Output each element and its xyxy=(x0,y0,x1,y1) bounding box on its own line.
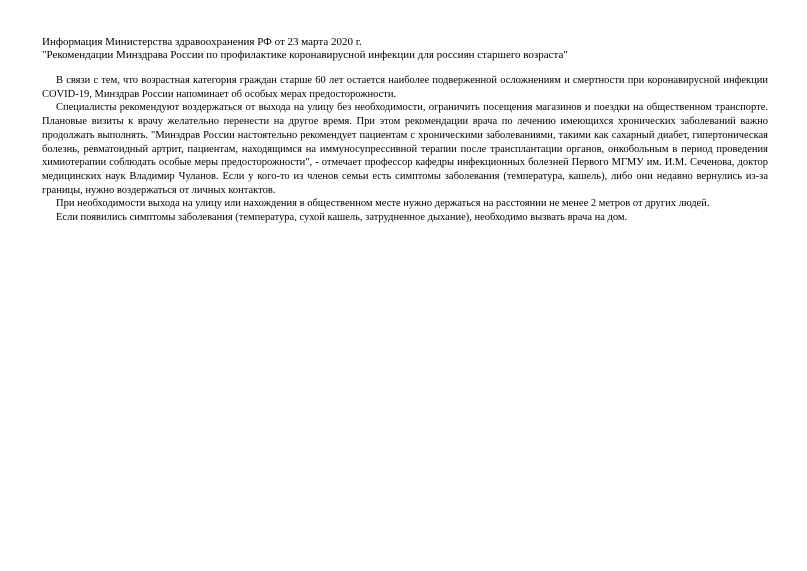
paragraph: Если появились симптомы заболевания (температура, сухой кашель, затрудненное дыхание), необходимо вызвать врача на дом. xyxy=(56,212,628,224)
document-subtitle: "Рекомендации Минздрава России по профилактике коронавирусной инфекции для россиян старшего возраста" xyxy=(42,49,568,61)
document-body xyxy=(42,74,768,225)
paragraph: Специалисты рекомендуют воздержаться от выхода на улицу без необходимости, ограничить посещения магазинов и поездки на общественном транспорте. Плановые визиты к врачу желательно перенести на другое время. При этом рекомендации врача по лечению имеющихся хронических заболеваний важно продолжать выполнять. "Минздрав России настоятельно рекомендует пациентам с хроническими заболеваниями, такими как сахарный диабет, гипертоническая болезнь, ревматоидный артрит, пациентам, находящимся на иммуносупрессивной терапии после трансплантации органов, онкобольным в период проведения химиотерапии соблюдать особые меры предосторожности", - отмечает профессор кафедры инфекционных болезней Первого МГМУ им. И.М. Сеченова, доктор медицинских наук Владимир Чуланов. Если у кого-то из членов семьи есть симптомы заболевания (температура, кашель), либо они недавно вернулись из-за границы, нужно воздержаться от личных контактов. xyxy=(42,102,768,196)
document-header xyxy=(42,36,762,62)
paragraph: При необходимости выхода на улицу или нахождения в общественном месте нужно держаться на расстоянии не менее 2 метров от других людей. xyxy=(56,198,710,210)
paragraph: В связи с тем, что возрастная категория граждан старше 60 лет остается наиболее подверженной осложнениям и смертности при коронавирусной инфекции COVID-19, Минздрав России напоминает об особых мерах предосторожности. xyxy=(42,75,768,100)
document-title: Информация Министерства здравоохранения РФ от 23 марта 2020 г. xyxy=(42,36,362,48)
